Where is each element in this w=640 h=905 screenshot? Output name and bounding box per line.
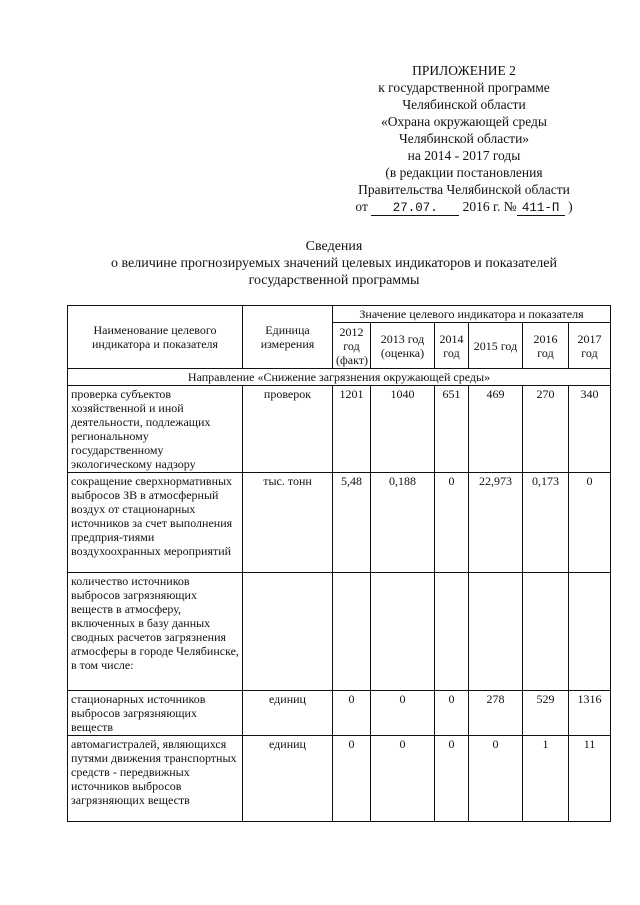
appendix-line: на 2014 - 2017 годы — [407, 148, 521, 163]
row-unit: единиц — [243, 736, 333, 822]
row-value: 469 — [469, 386, 523, 473]
row-value: 11 — [569, 736, 611, 822]
indicators-table — [67, 305, 611, 822]
row-value: 22,973 — [469, 473, 523, 573]
appendix-line: ПРИЛОЖЕНИЕ 2 — [412, 63, 516, 78]
from-prefix: от — [355, 199, 368, 214]
row-unit: проверок — [243, 386, 333, 473]
row-value: 0,188 — [371, 473, 435, 573]
header-year: 2017 год — [569, 323, 611, 369]
appendix-line: к государственной программе — [378, 80, 550, 95]
row-value: 651 — [435, 386, 469, 473]
row-unit — [243, 573, 333, 691]
appendix-block — [330, 62, 598, 216]
header-year: 2016 год — [523, 323, 569, 369]
row-value — [371, 573, 435, 691]
row-value: 1040 — [371, 386, 435, 473]
header-unit: Единица измерения — [243, 306, 333, 369]
header-year: 2012 год (факт) — [333, 323, 371, 369]
header-year: 2013 год (оценка) — [371, 323, 435, 369]
row-value: 0 — [435, 691, 469, 736]
header-name: Наименование целевого индикатора и показателя — [68, 306, 243, 369]
row-value: 0 — [569, 473, 611, 573]
row-value: 278 — [469, 691, 523, 736]
row-value: 1201 — [333, 386, 371, 473]
row-value: 270 — [523, 386, 569, 473]
close-paren: ) — [568, 199, 573, 214]
heading-title: Сведения — [305, 239, 363, 254]
appendix-line: Челябинской области — [402, 97, 526, 112]
row-value: 0 — [333, 691, 371, 736]
row-value — [333, 573, 371, 691]
row-value: 0 — [371, 736, 435, 822]
row-value: 1316 — [569, 691, 611, 736]
row-value: 5,48 — [333, 473, 371, 573]
row-name: количество источников выбросов загрязняющих веществ в атмосферу, включенных в базу данных сводных расчетов загрязнения атмосферы в городе Челябинске, в том числе: — [68, 573, 243, 691]
date-field: 27.07. — [371, 202, 459, 216]
row-name: проверка субъектов хозяйственной и иной деятельности, подлежащих региональному государственному экологическому надзору — [68, 386, 243, 473]
row-value — [435, 573, 469, 691]
year-text: 2016 г. № — [462, 199, 517, 214]
row-value: 340 — [569, 386, 611, 473]
row-name: сокращение сверхнормативных выбросов ЗВ в атмосферный воздух от стационарных источников за счет выполнения предприя-тиями воздухоохранных мероприятий — [68, 473, 243, 573]
row-value: 0 — [469, 736, 523, 822]
header-year: 2014 год — [435, 323, 469, 369]
row-value: 0,173 — [523, 473, 569, 573]
row-unit: тыс. тонн — [243, 473, 333, 573]
row-value — [469, 573, 523, 691]
heading-line-1: о величине прогнозируемых значений целевых индикаторов и показателей — [111, 256, 557, 271]
table-row — [68, 573, 611, 691]
row-value: 0 — [435, 473, 469, 573]
row-name: автомагистралей, являющихся путями движения транспортных средств - передвижных источников выбросов загрязняющих веществ — [68, 736, 243, 822]
heading-line-2: государственной программы — [248, 273, 420, 288]
appendix-line: Челябинской области» — [398, 131, 530, 146]
row-value: 1 — [523, 736, 569, 822]
row-value: 529 — [523, 691, 569, 736]
appendix-line: «Охрана окружающей среды — [381, 114, 547, 129]
header-year: 2015 год — [469, 323, 523, 369]
row-value: 0 — [435, 736, 469, 822]
document-heading — [60, 238, 608, 289]
row-value: 0 — [371, 691, 435, 736]
header-value-group: Значение целевого индикатора и показателя — [333, 306, 611, 323]
row-value — [569, 573, 611, 691]
appendix-line: Правительства Челябинской области — [358, 182, 570, 197]
table-row — [68, 386, 611, 473]
number-field: 411-П — [517, 202, 565, 216]
appendix-line: (в редакции постановления — [385, 165, 543, 180]
row-unit: единиц — [243, 691, 333, 736]
row-name: стационарных источников выбросов загрязняющих веществ — [68, 691, 243, 736]
appendix-date-line — [330, 198, 598, 216]
table-row — [68, 473, 611, 573]
row-value — [523, 573, 569, 691]
direction-row: Направление «Снижение загрязнения окружающей среды» — [68, 369, 611, 386]
table-row — [68, 736, 611, 822]
row-value: 0 — [333, 736, 371, 822]
table-row — [68, 691, 611, 736]
